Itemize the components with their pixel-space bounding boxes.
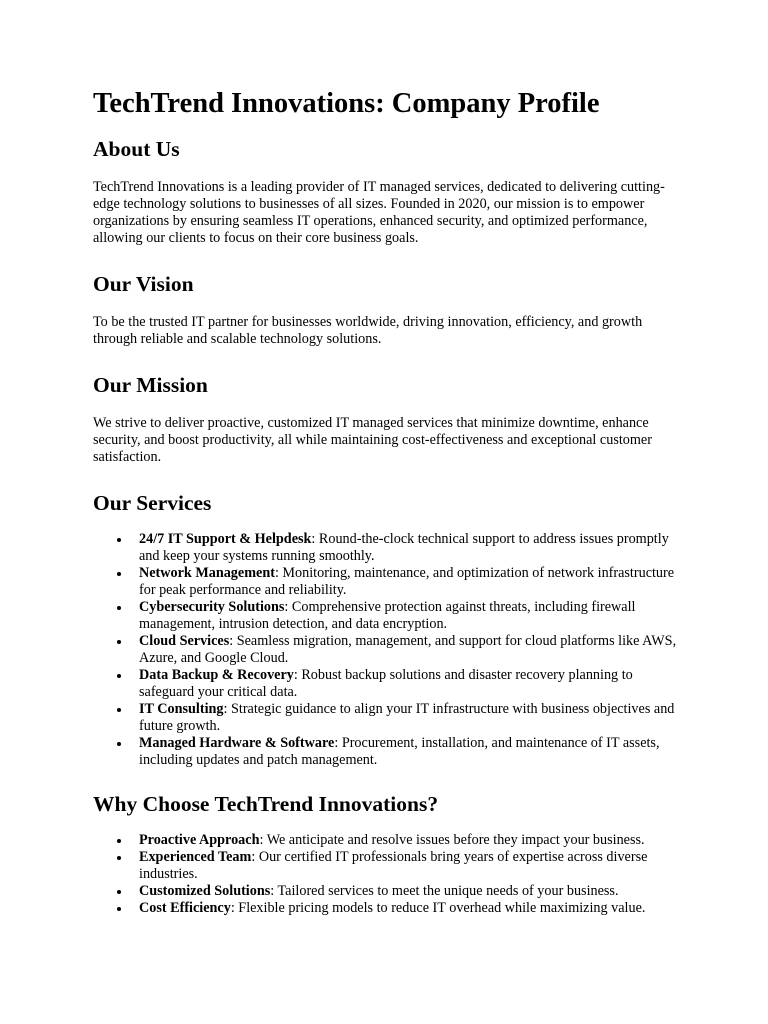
about-text: TechTrend Innovations is a leading provider of IT managed services, dedicated to delivering cutting-edge technology solutions to businesses of all sizes. Founded in 2020, our mission is to empower organizations by ensuring seamless IT operations, enhanced security, and optimized performance, allowing our clients to focus on their core business goals. <box>93 179 665 246</box>
service-name: IT Consulting <box>139 701 224 717</box>
service-name: Cloud Services <box>139 633 230 649</box>
reason-desc: : Our certified IT professionals bring years of expertise across diverse industries. <box>139 849 648 882</box>
reason-desc: : We anticipate and resolve issues before they impact your business. <box>259 832 645 848</box>
why-list <box>93 832 683 917</box>
reason-name: Experienced Team <box>139 849 252 865</box>
document-page <box>93 84 683 917</box>
list-item <box>139 565 683 599</box>
service-name: Cybersecurity Solutions <box>139 599 285 615</box>
list-item <box>139 832 683 849</box>
list-item <box>139 633 683 667</box>
service-name: 24/7 IT Support & Helpdesk <box>139 531 312 547</box>
mission-text: We strive to deliver proactive, customized IT managed services that minimize downtime, enhance security, and boost productivity, all while maintaining cost-effectiveness and exceptional customer satisfaction. <box>93 415 652 465</box>
why-heading: Why Choose TechTrend Innovations? <box>93 792 439 816</box>
reason-desc: : Tailored services to meet the unique needs of your business. <box>270 883 619 899</box>
service-desc: : Procurement, installation, and maintenance of IT assets, including updates and patch management. <box>139 735 660 768</box>
list-item <box>139 849 683 883</box>
reason-name: Proactive Approach <box>139 832 260 848</box>
service-desc: : Seamless migration, management, and support for cloud platforms like AWS, Azure, and Google Cloud. <box>139 633 677 666</box>
service-name: Data Backup & Recovery <box>139 667 294 683</box>
list-item <box>139 735 683 769</box>
services-list <box>93 531 683 769</box>
list-item <box>139 701 683 735</box>
services-heading: Our Services <box>93 491 212 515</box>
list-item <box>139 900 683 917</box>
list-item <box>139 667 683 701</box>
service-name: Managed Hardware & Software <box>139 735 335 751</box>
list-item <box>139 599 683 633</box>
vision-heading: Our Vision <box>93 272 194 296</box>
list-item <box>139 883 683 900</box>
service-desc: : Round-the-clock technical support to address issues promptly and keep your systems running smoothly. <box>139 531 669 564</box>
about-heading: About Us <box>93 137 180 161</box>
page-title: TechTrend Innovations: Company Profile <box>93 88 600 119</box>
vision-text: To be the trusted IT partner for businesses worldwide, driving innovation, efficiency, and growth through reliable and scalable technology solutions. <box>93 314 643 347</box>
service-desc: : Monitoring, maintenance, and optimization of network infrastructure for peak performance and reliability. <box>139 565 675 598</box>
service-name: Network Management <box>139 565 275 581</box>
service-desc: : Robust backup solutions and disaster recovery planning to safeguard your critical data. <box>139 667 633 700</box>
mission-heading: Our Mission <box>93 373 208 397</box>
reason-name: Cost Efficiency <box>139 900 231 916</box>
service-desc: : Comprehensive protection against threats, including firewall management, intrusion detection, and data encryption. <box>139 599 636 632</box>
service-desc: : Strategic guidance to align your IT infrastructure with business objectives and future growth. <box>139 701 675 734</box>
reason-name: Customized Solutions <box>139 883 271 899</box>
list-item <box>139 531 683 565</box>
reason-desc: : Flexible pricing models to reduce IT overhead while maximizing value. <box>230 900 646 916</box>
